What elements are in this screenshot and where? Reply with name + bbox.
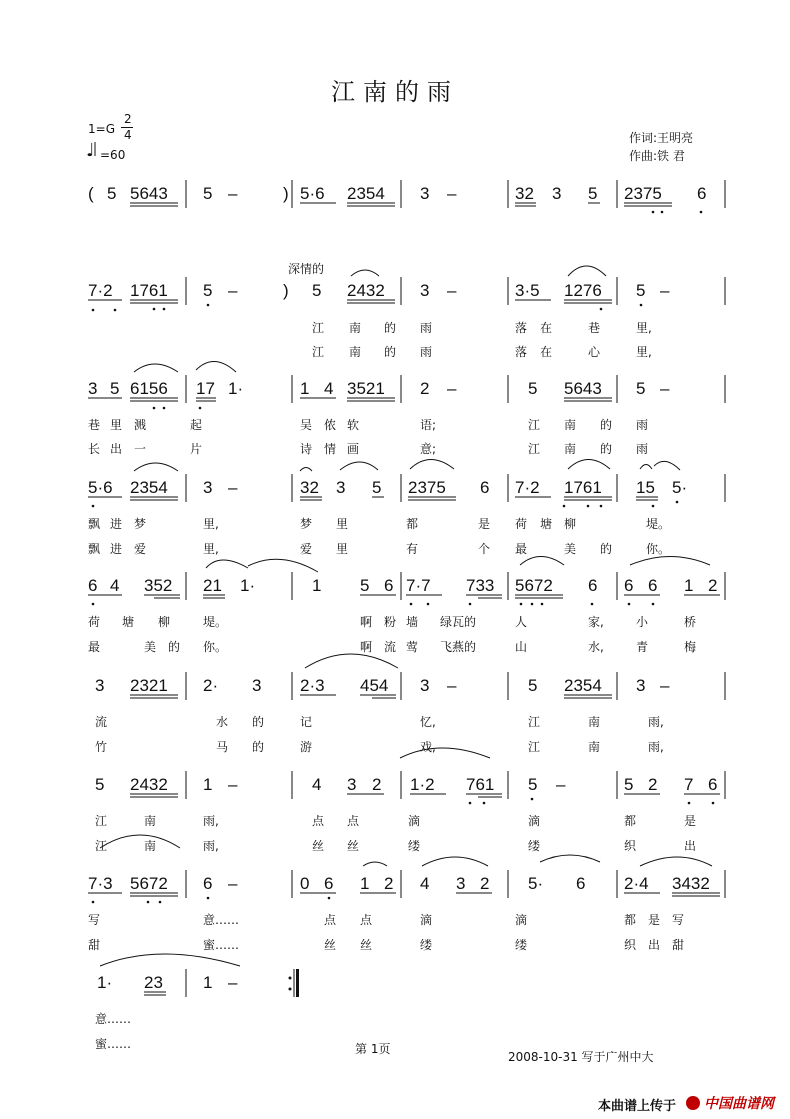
note: 5 xyxy=(636,281,646,300)
lyric: 意…… xyxy=(203,913,240,927)
note: – xyxy=(447,379,457,398)
note: – xyxy=(228,973,238,992)
lyric: 情 xyxy=(324,442,337,456)
note: 2 xyxy=(384,874,394,893)
note: 2354 xyxy=(130,478,168,497)
lyric: 美 xyxy=(144,640,157,654)
note: 3 xyxy=(552,184,562,203)
note: 6 xyxy=(384,576,394,595)
note: 23 xyxy=(144,973,163,992)
note: 5 xyxy=(588,184,598,203)
lyric: 竹 xyxy=(95,740,108,754)
lyric: 起 xyxy=(190,418,203,432)
lyric: 都 xyxy=(624,814,637,828)
note: 5 xyxy=(372,478,382,497)
lyric: 点 xyxy=(324,913,337,927)
lyric: 绿瓦的 xyxy=(440,615,477,629)
note: 3 xyxy=(420,676,430,695)
note: 5 xyxy=(312,281,322,300)
note: 17 xyxy=(196,379,215,398)
note: 2· xyxy=(203,676,219,695)
lyric: 青 xyxy=(636,640,649,654)
note: 1 xyxy=(300,379,310,398)
note: – xyxy=(660,676,670,695)
lyric: 织 xyxy=(624,839,637,853)
site-logo: 中国曲谱网 xyxy=(704,1096,774,1112)
lyric: 进 xyxy=(110,542,123,556)
lyric: 丝 xyxy=(324,938,337,952)
lyric: 缕 xyxy=(528,839,541,853)
lyric: 山 xyxy=(515,640,528,654)
note: 5 xyxy=(636,379,646,398)
lyric: 水, xyxy=(588,640,604,654)
lyric: 南 xyxy=(144,814,157,828)
lyric: 江 xyxy=(528,740,541,754)
note: 7·3 xyxy=(88,874,113,893)
note: 5 xyxy=(107,184,117,203)
note: 7·2 xyxy=(88,281,113,300)
lyric: 流 xyxy=(384,640,397,654)
note: 3 xyxy=(95,676,105,695)
lyric: 里 xyxy=(336,542,349,556)
lyric: 雨 xyxy=(420,321,433,335)
lyricist-credit: 作词:王明亮 xyxy=(629,131,694,145)
note: 5·6 xyxy=(300,184,325,203)
lyric: 落 xyxy=(515,345,528,359)
lyric: 蜜…… xyxy=(203,938,240,952)
note: 2 xyxy=(480,874,490,893)
note: 5· xyxy=(528,874,544,893)
note: 4 xyxy=(420,874,430,893)
note: 2375 xyxy=(624,184,662,203)
note: – xyxy=(228,775,238,794)
note: 2 xyxy=(420,379,430,398)
note: 2375 xyxy=(408,478,446,497)
lyric: 江 xyxy=(312,345,325,359)
lyric: 里, xyxy=(636,345,652,359)
lyric: 南 xyxy=(349,321,362,335)
lyric: 里, xyxy=(636,321,652,335)
lyric: 啊 xyxy=(360,615,373,629)
lyric: 马 xyxy=(216,740,229,754)
lyric: 有 xyxy=(406,542,419,556)
note: 7 xyxy=(684,775,694,794)
note: 2·3 xyxy=(300,676,325,695)
note: 2 xyxy=(372,775,382,794)
lyric: 是 xyxy=(478,517,491,531)
note: 5·6 xyxy=(88,478,113,497)
lyric: 出 xyxy=(648,938,661,952)
lyric: 滴 xyxy=(408,814,421,828)
note: 6 xyxy=(576,874,586,893)
note: 5643 xyxy=(564,379,602,398)
note: 2·4 xyxy=(624,874,649,893)
lyric: 江 xyxy=(528,442,541,456)
note: 5 xyxy=(528,379,538,398)
lyric: 巷 xyxy=(588,321,601,335)
lyric: 点 xyxy=(347,814,360,828)
note: 6 xyxy=(648,576,658,595)
note: – xyxy=(228,874,238,893)
lyric: 塘 xyxy=(540,517,553,531)
lyric: 吴 xyxy=(300,418,313,432)
lyric: 里 xyxy=(110,418,123,432)
lyric: 丝 xyxy=(312,839,325,853)
lyric: 是 xyxy=(684,814,697,828)
note: 2432 xyxy=(347,281,385,300)
note: 1761 xyxy=(130,281,168,300)
note: 6 xyxy=(203,874,213,893)
note: 1· xyxy=(228,379,244,398)
lyric: 荷 xyxy=(88,615,101,629)
lyric: 甜 xyxy=(672,938,685,952)
lyric: 南 xyxy=(144,839,157,853)
lyric: 侬 xyxy=(324,418,337,432)
lyric: 写 xyxy=(672,913,685,927)
note: 3432 xyxy=(672,874,710,893)
lyric: 塘 xyxy=(122,615,135,629)
lyric: 桥 xyxy=(684,615,697,629)
lyric: 织 xyxy=(624,938,637,952)
lyric: 水 xyxy=(216,715,229,729)
lyric: 飘 xyxy=(88,517,101,531)
lyric: 诗 xyxy=(300,442,313,456)
lyric: 你。 xyxy=(646,542,671,556)
note: 7·7 xyxy=(406,576,431,595)
lyric: 江 xyxy=(95,839,108,853)
lyric: 雨, xyxy=(203,839,219,853)
note: 1· xyxy=(97,973,113,992)
note: 21 xyxy=(203,576,222,595)
note: ( xyxy=(88,184,94,203)
note: 3 xyxy=(203,478,213,497)
lyric: 记 xyxy=(300,715,313,729)
lyric: 江 xyxy=(312,321,325,335)
note: 5 xyxy=(95,775,105,794)
note: 2321 xyxy=(130,676,168,695)
lyric: 缕 xyxy=(515,938,528,952)
lyric: 长 xyxy=(88,442,101,456)
upload-text: 本曲谱上传于 xyxy=(598,1099,677,1114)
lyric: 意; xyxy=(420,442,437,456)
note: 5· xyxy=(672,478,688,497)
note: 6 xyxy=(708,775,718,794)
time-signature-bottom: 4 xyxy=(124,128,132,142)
note: 1·2 xyxy=(410,775,435,794)
lyric: 梅 xyxy=(684,640,697,654)
note: 733 xyxy=(466,576,495,595)
note: 1 xyxy=(312,576,322,595)
lyric: 江 xyxy=(528,418,541,432)
lyric: 柳 xyxy=(564,517,577,531)
lyric: 蜜…… xyxy=(95,1037,132,1051)
note: 1276 xyxy=(564,281,602,300)
lyric: 点 xyxy=(312,814,325,828)
note: 6 xyxy=(88,576,98,595)
note: 5 xyxy=(624,775,634,794)
note: – xyxy=(228,281,238,300)
lyric: 墙 xyxy=(406,615,419,629)
lyric: 游 xyxy=(300,740,313,754)
lyric: 梦 xyxy=(134,517,147,531)
note: 1 xyxy=(203,775,213,794)
lyric: 家, xyxy=(588,615,604,629)
lyric: 堤。 xyxy=(646,517,671,531)
lyric: 梦 xyxy=(300,517,313,531)
lyric: 甜 xyxy=(88,938,101,952)
note: 5672 xyxy=(515,576,553,595)
note: – xyxy=(660,281,670,300)
note: 1 xyxy=(360,874,370,893)
quarter-note-icon: ♩ xyxy=(86,140,95,161)
note: 5672 xyxy=(130,874,168,893)
note: – xyxy=(556,775,566,794)
lyric: 粉 xyxy=(384,615,397,629)
note: 3 xyxy=(88,379,98,398)
lyric: 个 xyxy=(478,542,491,556)
lyric: 出 xyxy=(110,442,123,456)
lyric: 缕 xyxy=(420,938,433,952)
lyric: 写 xyxy=(88,913,101,927)
note: 1 xyxy=(684,576,694,595)
lyric: 滴 xyxy=(420,913,433,927)
lyric: 最 xyxy=(88,640,101,654)
note: 2354 xyxy=(347,184,385,203)
note: 6 xyxy=(624,576,634,595)
lyric: 软 xyxy=(347,418,360,432)
lyric: 都 xyxy=(406,517,419,531)
lyric: 出 xyxy=(684,839,697,853)
note: 5 xyxy=(528,775,538,794)
lyric: 雨 xyxy=(420,345,433,359)
note: 3·5 xyxy=(515,281,540,300)
lyric: 在 xyxy=(540,321,553,335)
note: 4 xyxy=(110,576,120,595)
lyric: 都 xyxy=(624,913,637,927)
lyric: 小 xyxy=(636,615,649,629)
time-signature-top: 2 xyxy=(124,112,132,126)
lyric: 的 xyxy=(252,740,265,754)
lyric: 最 xyxy=(515,542,528,556)
lyric: 的 xyxy=(384,345,397,359)
lyric: 啊 xyxy=(360,640,373,654)
lyric: 爱 xyxy=(134,542,147,556)
date-note: 2008-10-31 写于广州中大 xyxy=(508,1050,654,1064)
lyric: 丝 xyxy=(360,938,373,952)
lyric: 心 xyxy=(588,345,601,359)
note: – xyxy=(228,478,238,497)
lyric: 忆, xyxy=(420,715,436,729)
note: 32 xyxy=(300,478,319,497)
composer-credit: 作曲:铁 君 xyxy=(629,149,685,163)
lyric: 雨, xyxy=(203,814,219,828)
lyric: 荷 xyxy=(515,517,528,531)
note: 5 xyxy=(528,676,538,695)
note: – xyxy=(228,184,238,203)
note: 761 xyxy=(466,775,495,794)
note: 1761 xyxy=(564,478,602,497)
lyric: 柳 xyxy=(158,615,171,629)
note: 3 xyxy=(456,874,466,893)
tempo-marking: =60 xyxy=(100,148,126,162)
expression-marking: 深情的 xyxy=(288,262,325,276)
lyric: 画 xyxy=(347,442,360,456)
note: 3 xyxy=(420,184,430,203)
lyric: 的 xyxy=(600,542,613,556)
lyric: 在 xyxy=(540,345,553,359)
note: 2 xyxy=(648,775,658,794)
lyric: 雨 xyxy=(636,442,649,456)
note: 1· xyxy=(240,576,256,595)
lyric: 堤。 xyxy=(203,615,228,629)
lyric: 人 xyxy=(515,615,528,629)
note: 5 xyxy=(203,184,213,203)
note: – xyxy=(660,379,670,398)
note: 7·2 xyxy=(515,478,540,497)
lyric: 滴 xyxy=(528,814,541,828)
lyric: 雨, xyxy=(648,715,664,729)
lyric: 滴 xyxy=(515,913,528,927)
lyric: 江 xyxy=(95,814,108,828)
note: 3 xyxy=(420,281,430,300)
lyric: 你。 xyxy=(203,640,228,654)
lyric: 意…… xyxy=(95,1012,132,1026)
lyric: 点 xyxy=(360,913,373,927)
lyric: 的 xyxy=(252,715,265,729)
page-title: 江南的雨 xyxy=(331,78,459,106)
lyric: 南 xyxy=(349,345,362,359)
lyric: 里 xyxy=(336,517,349,531)
lyric: 南 xyxy=(588,740,601,754)
lyric: 南 xyxy=(564,418,577,432)
note: 5 xyxy=(203,281,213,300)
note: 3 xyxy=(347,775,357,794)
note: – xyxy=(447,281,457,300)
note: ) xyxy=(283,281,289,300)
lyric: 江 xyxy=(528,715,541,729)
note: 5643 xyxy=(130,184,168,203)
note: 6156 xyxy=(130,379,168,398)
note: 2354 xyxy=(564,676,602,695)
note: 1 xyxy=(203,973,213,992)
lyric: 里, xyxy=(203,542,219,556)
lyric: 爱 xyxy=(300,542,313,556)
lyric: 的 xyxy=(600,418,613,432)
lyric: 里, xyxy=(203,517,219,531)
note: 5 xyxy=(360,576,370,595)
lyric: 飘 xyxy=(88,542,101,556)
lyric: 的 xyxy=(600,442,613,456)
note: – xyxy=(447,676,457,695)
lyric: 一 xyxy=(134,442,147,456)
lyric: 进 xyxy=(110,517,123,531)
key-signature: 1=G xyxy=(88,122,115,136)
lyric: 莺 xyxy=(406,640,419,654)
note: 3 xyxy=(252,676,262,695)
lyric: 流 xyxy=(95,715,108,729)
lyric: 戏, xyxy=(420,740,436,754)
note: 6 xyxy=(588,576,598,595)
lyric: 南 xyxy=(588,715,601,729)
note: 6 xyxy=(324,874,334,893)
note: 3 xyxy=(636,676,646,695)
note: 454 xyxy=(360,676,389,695)
note: 352 xyxy=(144,576,173,595)
lyric: 的 xyxy=(168,640,181,654)
lyric: 巷 xyxy=(88,418,101,432)
note: 3521 xyxy=(347,379,385,398)
lyric: 语; xyxy=(420,418,437,432)
lyric: 是 xyxy=(648,913,661,927)
note: 32 xyxy=(515,184,534,203)
note: 3 xyxy=(336,478,346,497)
note: ) xyxy=(283,184,289,203)
note: – xyxy=(447,184,457,203)
note: 5 xyxy=(110,379,120,398)
lyric: 片 xyxy=(190,442,203,456)
lyric: 缕 xyxy=(408,839,421,853)
note: 15 xyxy=(636,478,655,497)
lyric: 雨, xyxy=(648,740,664,754)
note: 0 xyxy=(300,874,310,893)
lyric: 飞燕的 xyxy=(440,640,477,654)
lyric: 雨 xyxy=(636,418,649,432)
note: 4 xyxy=(312,775,322,794)
lyric: 落 xyxy=(515,321,528,335)
note: 4 xyxy=(324,379,334,398)
note: 2432 xyxy=(130,775,168,794)
lyric: 南 xyxy=(564,442,577,456)
note: 6 xyxy=(697,184,707,203)
lyric: 丝 xyxy=(347,839,360,853)
lyric: 美 xyxy=(564,542,577,556)
lyric: 的 xyxy=(384,321,397,335)
page-number: 第 1页 xyxy=(355,1042,391,1056)
note: 2 xyxy=(708,576,718,595)
note: 6 xyxy=(480,478,490,497)
lyric: 溅 xyxy=(134,418,147,432)
